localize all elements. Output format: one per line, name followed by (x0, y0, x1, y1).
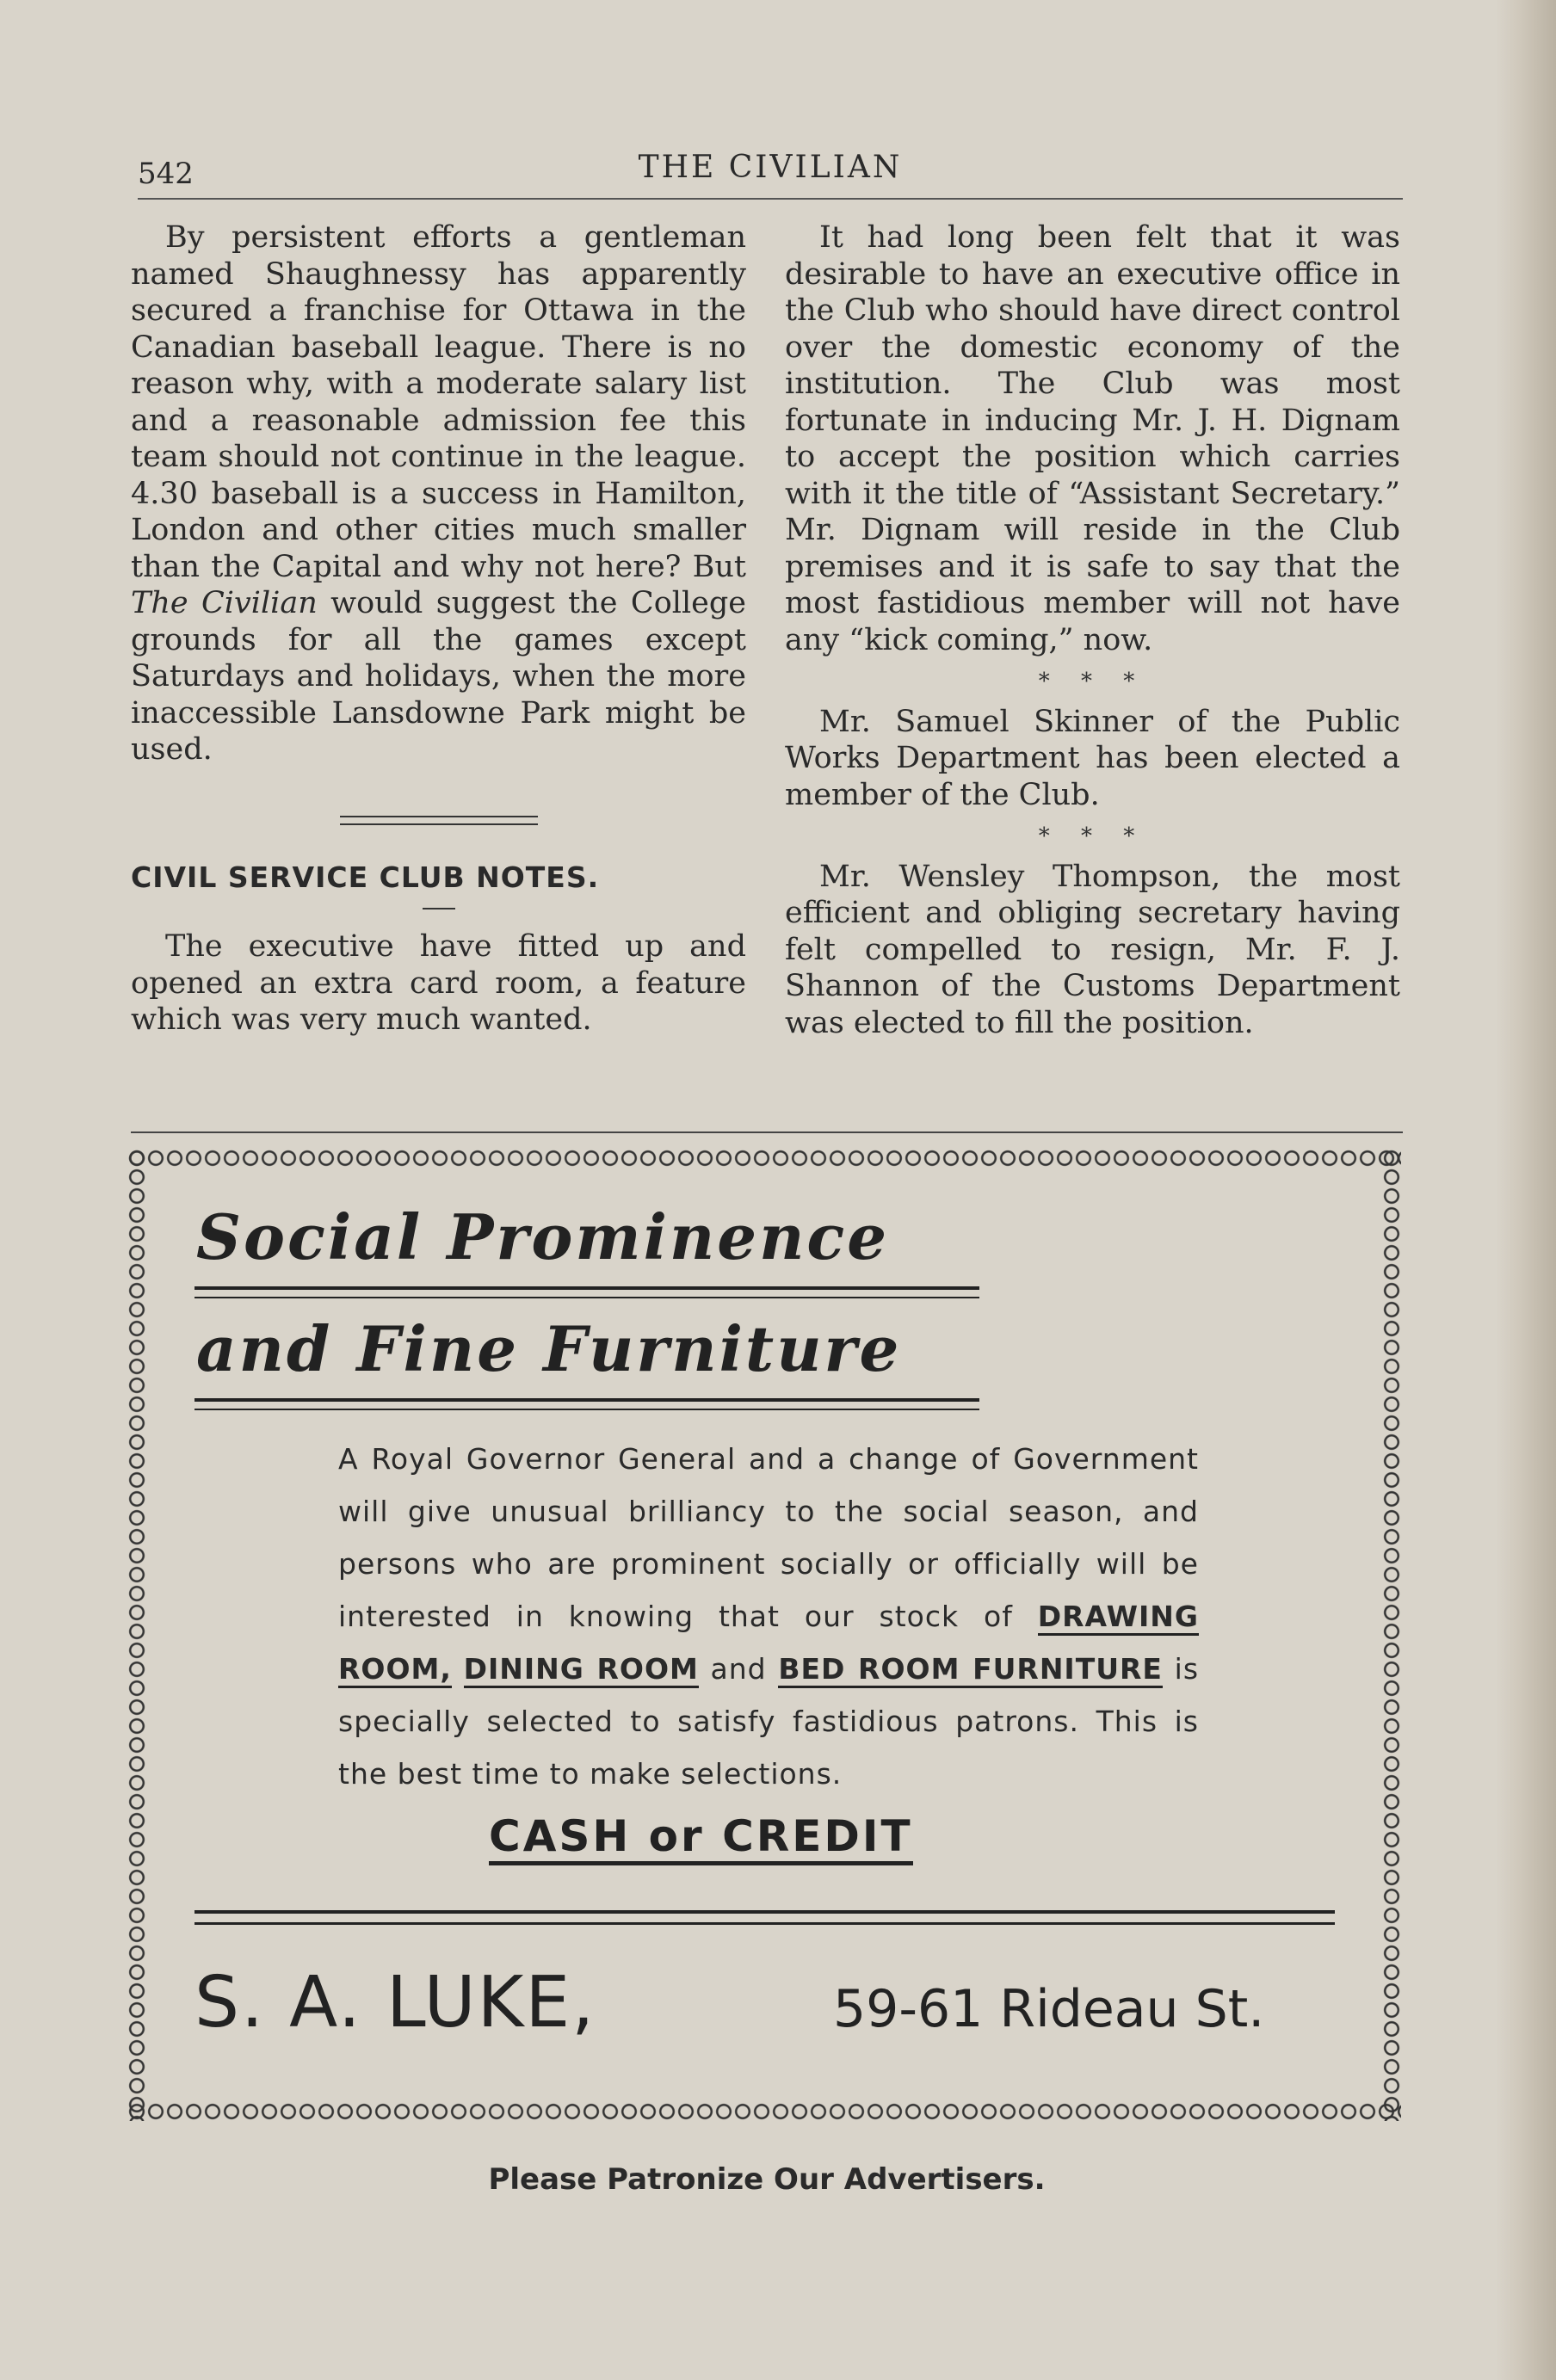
baseball-text-1: By persistent efforts a gentleman named Shaughnessy has apparently secured a franchise for Ottawa in the Canadian baseball league. There is no reason why, with a moderate salary list and a reasonable admission fee this team should not continue in the league. 4.30 baseball is a success in Hamilton, London and other cities much smaller than the Capital and why not here? But (131, 220, 746, 584)
ring-border-left (127, 1149, 146, 2121)
page-edge (1496, 0, 1556, 2380)
star-separator: * * * (1038, 823, 1147, 849)
star-separator: * * * (1038, 669, 1147, 694)
ad-body-end: is specially selected to satisfy fastidious patrons. This is the best time to make selections. (338, 1652, 1200, 1791)
cash-or-credit: CASH or CREDIT (489, 1811, 913, 1865)
left-column (131, 219, 746, 1039)
headline-rule-2 (194, 1398, 979, 1410)
headline-rule-1 (194, 1286, 979, 1298)
furniture-advertisement (127, 1149, 1401, 2121)
thompson-paragraph: Mr. Wensley Thompson, the most efficient and obliging secretary having felt compelled to resign, Mr. F. J. Shannon of the Customs Department was elected to fill the position. (785, 859, 1400, 1040)
section-divider (340, 816, 538, 825)
baseball-text-2: would suggest the College grounds for all the games except Saturdays and holidays, when the more inaccessible Lansdowne Park might be used. (131, 586, 746, 767)
executive-office-paragraph: It had long been felt that it was desirable to have an executive office in the Club who should have direct control over the domestic economy of the institution. The Club was most fortunate in inducing Mr. J. H. Dignam to accept the position which carries with it the title of “Assistant Secretary.” Mr. Dignam will reside in the Club premises and it is safe to say that the most fastidious member will not have any “kick coming,” now. (785, 220, 1400, 657)
card-room-paragraph: The executive have fitted up and opened an extra card room, a feature which was very much wanted. (131, 929, 746, 1037)
ring-border-right (1382, 1149, 1401, 2121)
ad-body (338, 1433, 1199, 1800)
ring-border-top (127, 1149, 1401, 1168)
merchant-address: 59-61 Rideau St. (833, 1979, 1265, 2039)
civilian-italic: The Civilian (131, 586, 318, 620)
merchant-name: S. A. LUKE, (194, 1962, 596, 2044)
dining-room-label: DINING ROOM (464, 1652, 699, 1688)
drawing-room-label: DRAWING ROOM, (338, 1600, 1199, 1688)
bed-room-label: BED ROOM FURNITURE (778, 1652, 1163, 1688)
ad-body-start: A Royal Governor General and a change of Government will give unusual brilliancy to the social season, and persons who are prominent socially or officially will be interested in knowing that our stock of (338, 1442, 1199, 1633)
section-heading: CIVIL SERVICE CLUB NOTES. (131, 860, 600, 894)
header-rule (138, 198, 1403, 200)
ad-and-word: and (710, 1652, 767, 1686)
journal-title: THE CIVILIAN (638, 150, 903, 185)
right-column (785, 219, 1400, 1041)
ring-border-bottom (127, 2102, 1401, 2121)
ad-headline-1: Social Prominence (196, 1200, 890, 1273)
heading-dash (423, 908, 455, 909)
skinner-paragraph: Mr. Samuel Skinner of the Public Works Department has been elected a member of the Club. (785, 704, 1400, 812)
ad-bottom-rule (194, 1910, 1335, 1925)
footer-note: Please Patronize Our Advertisers. (488, 2162, 1046, 2197)
article-end-rule (131, 1131, 1403, 1133)
ad-headline-2: and Fine Furniture (196, 1312, 902, 1385)
running-head (138, 146, 1403, 198)
page-number: 542 (138, 157, 194, 191)
baseball-paragraph (131, 219, 746, 768)
